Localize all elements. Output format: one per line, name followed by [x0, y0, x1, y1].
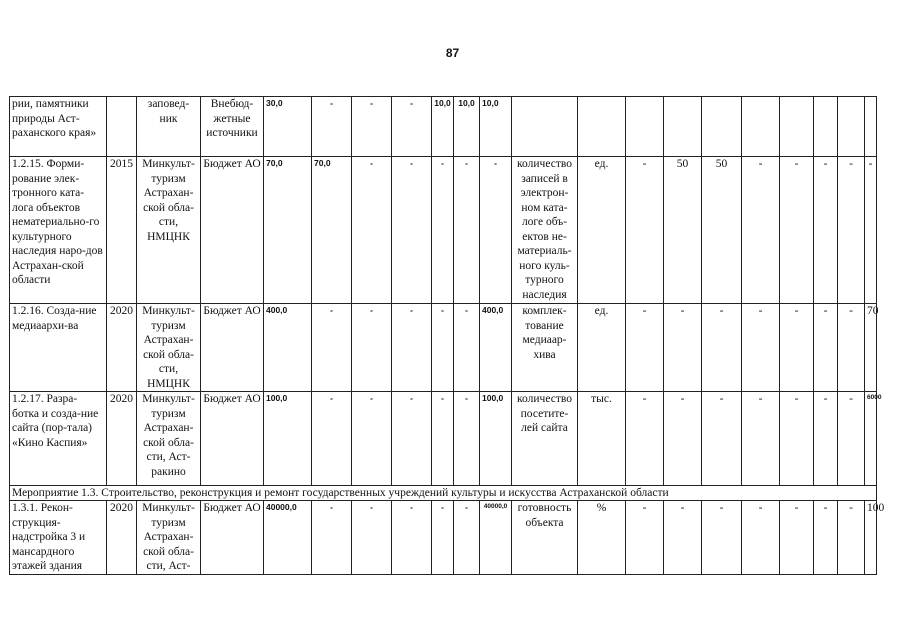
- source-cell: Бюджет АО: [201, 157, 264, 304]
- indicator-cell: готовность объекта: [512, 501, 578, 575]
- value-cell: [780, 97, 814, 157]
- measure-name-cell: 1.2.15. Форми-рование элек-тронного ката-лога объектов нематериально-го культурного наследия наро-дов Астрахан-ской области: [10, 157, 107, 304]
- year-cell: 2020: [107, 392, 137, 486]
- value-cell: -: [838, 501, 865, 575]
- measure-name-cell: 1.2.17. Разра-ботка и созда-ние сайта (пор-тала) «Кино Каспия»: [10, 392, 107, 486]
- page-number: 87: [445, 46, 460, 60]
- finance-cell: -: [480, 157, 512, 304]
- year-cell: 2020: [107, 304, 137, 392]
- value-cell: -: [838, 392, 865, 486]
- finance-cell: -: [392, 97, 432, 157]
- value-cell: -: [626, 157, 664, 304]
- finance-cell: 400,0: [480, 304, 512, 392]
- finance-cell: -: [432, 501, 454, 575]
- year-cell: 2020: [107, 501, 137, 575]
- finance-cell: -: [312, 392, 352, 486]
- finance-total-cell: 30,0: [264, 97, 312, 157]
- finance-total-cell: 100,0: [264, 392, 312, 486]
- finance-cell: -: [454, 304, 480, 392]
- value-cell: -: [838, 304, 865, 392]
- indicator-cell: количество посетите-лей сайта: [512, 392, 578, 486]
- value-cell: -: [742, 501, 780, 575]
- indicator-cell: количество записей в электрон-ном ката-логе объ-ектов не-материаль-ного куль-турного наследия: [512, 157, 578, 304]
- finance-cell: -: [454, 392, 480, 486]
- value-cell: -: [664, 304, 702, 392]
- finance-cell: -: [392, 157, 432, 304]
- value-cell: -: [814, 304, 838, 392]
- value-cell: [865, 97, 877, 157]
- source-cell: Бюджет АО: [201, 304, 264, 392]
- unit-cell: %: [578, 501, 626, 575]
- table-row: [10, 501, 877, 575]
- executor-cell: Минкульт-туризм Астрахан-ской обла-сти, Аст-: [137, 501, 201, 575]
- executor-cell: заповед-ник: [137, 97, 201, 157]
- value-cell: [838, 97, 865, 157]
- value-cell: 50: [702, 157, 742, 304]
- measure-heading-row: [10, 486, 877, 501]
- executor-cell: Минкульт-туризм Астрахан-ской обла-сти, НМЦНК: [137, 157, 201, 304]
- value-cell: [626, 97, 664, 157]
- finance-total-cell: 400,0: [264, 304, 312, 392]
- value-cell: 100: [865, 501, 877, 575]
- value-cell: -: [742, 392, 780, 486]
- finance-cell: 10,0: [454, 97, 480, 157]
- finance-cell: -: [392, 392, 432, 486]
- year-cell: 2015: [107, 157, 137, 304]
- value-cell: -: [814, 157, 838, 304]
- value-cell: -: [838, 157, 865, 304]
- table-row: [10, 97, 877, 157]
- value-cell: -: [780, 501, 814, 575]
- year-cell: [107, 97, 137, 157]
- source-cell: Бюджет АО: [201, 501, 264, 575]
- indicator-cell: комплек-тование медиаар-хива: [512, 304, 578, 392]
- source-cell: Внебюд-жетные источники: [201, 97, 264, 157]
- value-cell: -: [702, 304, 742, 392]
- finance-cell: 100,0: [480, 392, 512, 486]
- value-cell: -: [865, 157, 877, 304]
- value-cell: [742, 97, 780, 157]
- finance-cell: 40000,0: [480, 501, 512, 575]
- value-cell: -: [742, 304, 780, 392]
- finance-cell: -: [432, 157, 454, 304]
- unit-cell: ед.: [578, 157, 626, 304]
- indicator-cell: [512, 97, 578, 157]
- value-cell: -: [780, 392, 814, 486]
- table-row: [10, 304, 877, 392]
- finance-cell: -: [352, 501, 392, 575]
- value-cell: [814, 97, 838, 157]
- value-cell: -: [664, 392, 702, 486]
- value-cell: -: [780, 304, 814, 392]
- value-cell: [702, 97, 742, 157]
- finance-cell: -: [352, 97, 392, 157]
- value-cell: 50: [664, 157, 702, 304]
- measure-name-cell: рии, памятники природы Аст-раханского края»: [10, 97, 107, 157]
- finance-cell: 10,0: [480, 97, 512, 157]
- finance-cell: -: [352, 304, 392, 392]
- unit-cell: тыс.: [578, 392, 626, 486]
- finance-cell: -: [432, 392, 454, 486]
- value-cell: 6000: [865, 392, 877, 486]
- finance-total-cell: 70,0: [264, 157, 312, 304]
- value-cell: -: [814, 501, 838, 575]
- value-cell: -: [702, 501, 742, 575]
- value-cell: -: [626, 501, 664, 575]
- value-cell: -: [814, 392, 838, 486]
- value-cell: [664, 97, 702, 157]
- finance-cell: -: [392, 501, 432, 575]
- finance-cell: 10,0: [432, 97, 454, 157]
- value-cell: -: [780, 157, 814, 304]
- value-cell: -: [626, 304, 664, 392]
- value-cell: -: [626, 392, 664, 486]
- finance-cell: -: [312, 304, 352, 392]
- finance-cell: -: [312, 501, 352, 575]
- finance-cell: -: [392, 304, 432, 392]
- unit-cell: [578, 97, 626, 157]
- program-table: [9, 96, 885, 575]
- finance-cell: -: [432, 304, 454, 392]
- measure-name-cell: 1.2.16. Созда-ние медиаархи-ва: [10, 304, 107, 392]
- finance-cell: -: [312, 97, 352, 157]
- value-cell: -: [742, 157, 780, 304]
- finance-cell: 70,0: [312, 157, 352, 304]
- finance-cell: -: [454, 157, 480, 304]
- measure-name-cell: 1.3.1. Рекон-струкция-надстройка 3 и мансардного этажей здания: [10, 501, 107, 575]
- measure-heading: Мероприятие 1.3. Строительство, реконструкция и ремонт государственных учреждений культуры и искусства Астраханской области: [10, 486, 877, 501]
- value-cell: -: [702, 392, 742, 486]
- executor-cell: Минкульт-туризм Астрахан-ской обла-сти, НМЦНК: [137, 304, 201, 392]
- finance-cell: -: [454, 501, 480, 575]
- table-row: [10, 157, 877, 304]
- executor-cell: Минкульт-туризм Астрахан-ской обла-сти, Аст-ракино: [137, 392, 201, 486]
- finance-total-cell: 40000,0: [264, 501, 312, 575]
- finance-cell: -: [352, 392, 392, 486]
- finance-cell: -: [352, 157, 392, 304]
- value-cell: -: [664, 501, 702, 575]
- source-cell: Бюджет АО: [201, 392, 264, 486]
- value-cell: 70: [865, 304, 877, 392]
- table-row: [10, 392, 877, 486]
- unit-cell: ед.: [578, 304, 626, 392]
